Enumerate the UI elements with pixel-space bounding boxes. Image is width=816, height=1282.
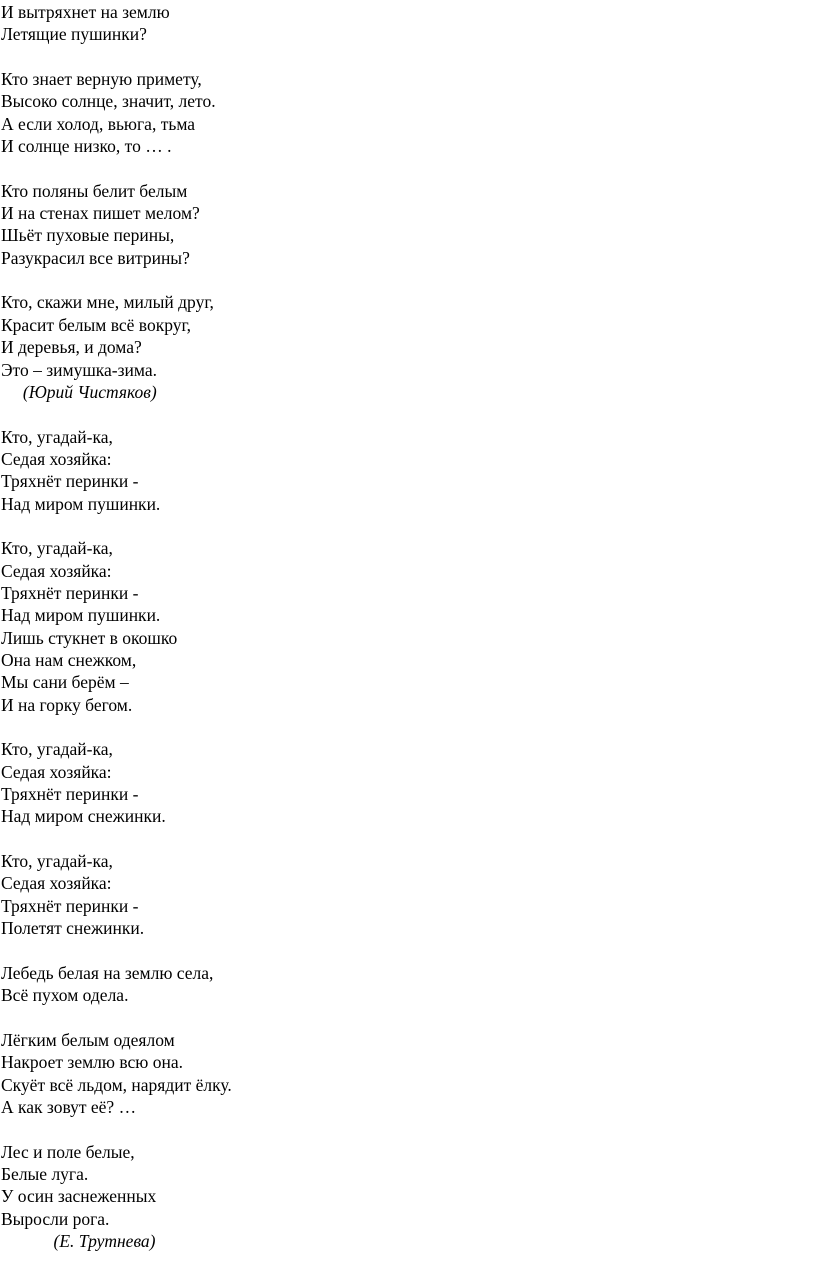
poem-line: Седая хозяйка:	[1, 448, 112, 469]
poem-line: Тряхнёт перинки -	[1, 895, 139, 916]
poem-line: Скуёт всё льдом, нарядит ёлку.	[1, 1074, 232, 1095]
poem-line: Это – зимушка-зима.	[1, 359, 158, 380]
author-credit: (Юрий Чистяков)	[1, 381, 157, 402]
blank-line	[1, 403, 232, 425]
poem-line: Мы сани берём –	[1, 672, 129, 693]
poem-line: Кто, скажи мне, милый друг,	[1, 292, 214, 313]
poem-line: Лишь стукнет в окошко	[1, 627, 178, 648]
poem-line: Кто, угадай-ка,	[1, 851, 113, 872]
blank-line	[1, 828, 232, 850]
blank-line	[1, 269, 232, 291]
poem-line: Летящие пушинки?	[1, 24, 147, 45]
poem-line: Высоко солнце, значит, лето.	[1, 91, 216, 112]
poem-line: Седая хозяйка:	[1, 873, 112, 894]
poem-line: Белые луга.	[1, 1163, 89, 1184]
poem-line: Лёгким белым одеялом	[1, 1029, 175, 1050]
poem-line: И на стенах пишет мелом?	[1, 203, 200, 224]
poem-line: А если холод, вьюга, тьма	[1, 113, 196, 134]
poem-line: Лебедь белая на землю села,	[1, 962, 214, 983]
blank-line	[1, 1118, 232, 1140]
poem-line: Шьёт пуховые перины,	[1, 225, 175, 246]
blank-line	[1, 716, 232, 738]
poem-line: Тряхнёт перинки -	[1, 582, 139, 603]
poem-line: Кто, угадай-ка,	[1, 426, 113, 447]
poem-line: И на горку бегом.	[1, 694, 133, 715]
poem-line: Красит белым всё вокруг,	[1, 314, 192, 335]
poem-line: И солнце низко, то … .	[1, 136, 172, 157]
poem-line: Всё пухом одела.	[1, 985, 129, 1006]
poem-line: Над миром снежинки.	[1, 806, 166, 827]
poem-line: Седая хозяйка:	[1, 761, 112, 782]
poem-line: Кто, угадай-ка,	[1, 739, 113, 760]
poem-line: Кто, угадай-ка,	[1, 538, 113, 559]
author-credit: (Е. Трутнева)	[1, 1230, 156, 1251]
poem-line: Кто поляны белит белым	[1, 180, 188, 201]
poem-text	[0, 0, 232, 1252]
blank-line	[1, 939, 232, 961]
poem-line: Она нам снежком,	[1, 649, 137, 670]
poem-line: Седая хозяйка:	[1, 560, 112, 581]
blank-line	[1, 157, 232, 179]
poem-line: Разукрасил все витрины?	[1, 247, 190, 268]
blank-line	[1, 46, 232, 68]
poem-line: И деревья, и дома?	[1, 337, 142, 358]
poem-line: Выросли рога.	[1, 1208, 110, 1229]
poem-line: Над миром пушинки.	[1, 605, 161, 626]
poem-line: Накроет землю всю она.	[1, 1052, 183, 1073]
poem-line: А как зовут её? …	[1, 1096, 137, 1117]
poem-line: Над миром пушинки.	[1, 493, 161, 514]
poem-line: Кто знает верную примету,	[1, 69, 202, 90]
blank-line	[1, 515, 232, 537]
poem-line: Лес и поле белые,	[1, 1141, 135, 1162]
poem-line: Полетят снежинки.	[1, 918, 145, 939]
poem-line: Тряхнёт перинки -	[1, 471, 139, 492]
poem-line: У осин заснеженных	[1, 1186, 157, 1207]
blank-line	[1, 1006, 232, 1028]
poem-line: Тряхнёт перинки -	[1, 784, 139, 805]
poem-line: И вытряхнет на землю	[1, 2, 170, 22]
